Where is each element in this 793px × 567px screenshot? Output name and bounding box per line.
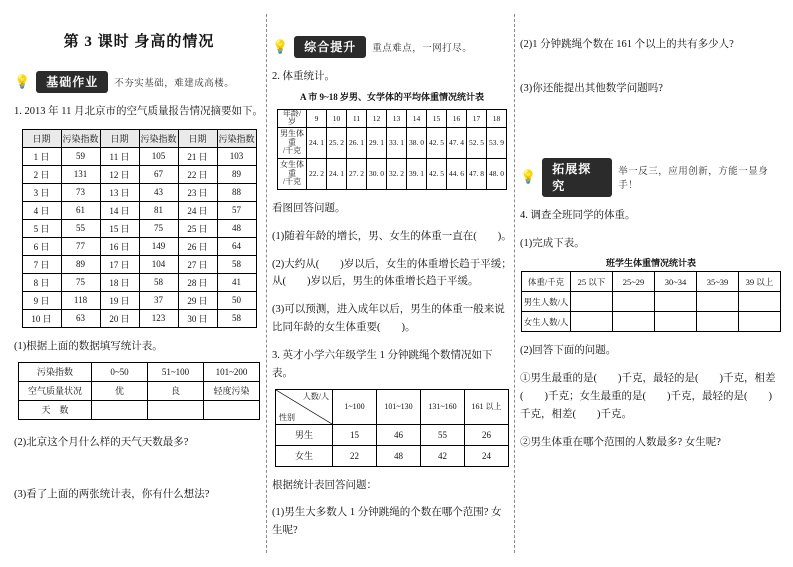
table-cell: 37 xyxy=(139,291,178,309)
table-cell: 11 xyxy=(347,109,367,127)
table-row xyxy=(522,312,781,332)
table-cell: 58 xyxy=(217,309,256,327)
table-cell: 污染指数 xyxy=(19,362,92,381)
column-three xyxy=(520,0,782,567)
table-cell: 0~50 xyxy=(92,362,148,381)
table-cell: 25 日 xyxy=(178,219,217,237)
table-row xyxy=(276,389,509,424)
table-cell: 11 日 xyxy=(100,147,139,165)
table-header-cell: 日期 xyxy=(100,129,139,147)
table-cell: 48. 0 xyxy=(487,158,507,189)
table-cell: 26 xyxy=(465,424,509,445)
table-cell: 13 日 xyxy=(100,183,139,201)
table-cell: 9 日 xyxy=(22,291,61,309)
table-cell: 89 xyxy=(61,255,100,273)
table-cell: 20 日 xyxy=(100,309,139,327)
pollution-index-table xyxy=(22,129,257,328)
table-cell: 24 xyxy=(465,445,509,466)
table-cell: 58 xyxy=(217,255,256,273)
table-cell: 73 xyxy=(61,183,100,201)
table-cell: 59 xyxy=(61,147,100,165)
table-row-label: 女生人数/人 xyxy=(522,312,571,332)
table-cell: 89 xyxy=(217,165,256,183)
question-3-c1: (2)1 分钟跳绳个数在 161 个以上的共有多少人? xyxy=(520,39,734,50)
table-cell: 101~200 xyxy=(204,362,260,381)
table-cell: 15 日 xyxy=(100,219,139,237)
question-3-c2: (3)你还能提出其他数学问题吗? xyxy=(520,82,663,94)
table-header-cell: 25~29 xyxy=(613,272,655,292)
table-cell: 1 日 xyxy=(22,147,61,165)
pollution-index-tbody xyxy=(22,129,256,327)
question-4-2-text: (2)回答下面的问题。 xyxy=(520,345,617,357)
question-3-b1: (1)男生大多数人 1 分钟跳绳的个数在哪个范围? 女生呢? xyxy=(272,507,502,537)
table-row xyxy=(22,255,256,273)
table-row xyxy=(22,291,256,309)
table-header-cell: 161 以上 xyxy=(465,389,509,424)
table-cell: 24 日 xyxy=(178,201,217,219)
table-cell xyxy=(204,400,260,419)
banner-expand xyxy=(520,158,782,197)
table-header-cell: 35~39 xyxy=(697,272,739,292)
table-cell: 123 xyxy=(139,309,178,327)
table-cell: 19 日 xyxy=(100,291,139,309)
table-cell: 42. 5 xyxy=(427,127,447,158)
table-cell: 12 日 xyxy=(100,165,139,183)
table-cell: 10 日 xyxy=(22,309,61,327)
question-2-text: 2. 体重统计。 xyxy=(272,71,335,82)
table-cell: 24. 1 xyxy=(327,158,347,189)
table-cell-empty[interactable] xyxy=(655,312,697,332)
table-cell: 75 xyxy=(61,273,100,291)
table-cell-empty[interactable] xyxy=(655,292,697,312)
question-1-text: 1. 2013 年 11 月北京市的空气质量报告情况摘要如下。 xyxy=(14,106,263,117)
table-row xyxy=(276,424,509,445)
table-cell: 131 xyxy=(61,165,100,183)
table-cell: 28 日 xyxy=(178,273,217,291)
table-header-cell: 131~160 xyxy=(421,389,465,424)
table-cell: 9 xyxy=(307,109,327,127)
table-cell: 22 xyxy=(333,445,377,466)
table-cell: 30. 0 xyxy=(367,158,387,189)
table-header-cell: 30~34 xyxy=(655,272,697,292)
table-header-cell: 年龄/ 岁 xyxy=(278,109,307,127)
table-cell: 57 xyxy=(217,201,256,219)
table-cell: 32. 2 xyxy=(387,158,407,189)
table-cell: 47. 8 xyxy=(467,158,487,189)
table-cell: 55 xyxy=(61,219,100,237)
table-row xyxy=(278,109,507,127)
lightbulb-icon: 💡 xyxy=(520,169,537,185)
question-3-text: 3. 英才小学六年级学生 1 分钟跳绳个数情况如下表。 xyxy=(272,349,493,379)
table-header-cell: 日期 xyxy=(22,129,61,147)
banner-basic-subtitle: 不夯实基础，难建成高楼。 xyxy=(114,79,235,89)
corner-label-top: 人数/人 xyxy=(302,391,329,401)
column-divider-2 xyxy=(514,14,515,553)
table-header-cell: 男生体 重 /千克 xyxy=(278,127,307,158)
table-row xyxy=(19,381,260,400)
table-cell: 44. 6 xyxy=(447,158,467,189)
class-weight-table-caption: 班学生体重情况统计表 xyxy=(605,258,696,269)
table-cell: 64 xyxy=(217,237,256,255)
table-row xyxy=(22,309,256,327)
table-header-cell: 污染指数 xyxy=(139,129,178,147)
table-cell: 5 日 xyxy=(22,219,61,237)
table-cell: 15 xyxy=(333,424,377,445)
question-1-2-text: (2)北京这个月什么样的天气天数最多? xyxy=(14,436,189,448)
table-cell: 7 日 xyxy=(22,255,61,273)
table-cell: 88 xyxy=(217,183,256,201)
table-cell: 63 xyxy=(61,309,100,327)
table-cell: 10 xyxy=(327,109,347,127)
banner-expand-tag: 拓展探究 xyxy=(542,158,612,197)
table-cell: 105 xyxy=(139,147,178,165)
table-cell: 42 xyxy=(421,445,465,466)
table-cell: 优 xyxy=(92,381,148,400)
lightbulb-icon: 💡 xyxy=(272,39,289,54)
table-cell: 75 xyxy=(139,219,178,237)
table-cell-empty[interactable] xyxy=(739,312,781,332)
weight-table-caption: A 市 9~18 岁男、女学体的平均体重情况统计表 xyxy=(300,91,484,102)
table-row-label: 女生 xyxy=(276,445,333,466)
table-cell: 50 xyxy=(217,291,256,309)
table-cell: 6 日 xyxy=(22,237,61,255)
table-cell: 17 日 xyxy=(100,255,139,273)
table-cell-empty[interactable] xyxy=(613,292,655,312)
table-cell: 48 xyxy=(377,445,421,466)
table-cell: 42. 5 xyxy=(427,158,447,189)
table-cell xyxy=(92,400,148,419)
table-cell: 23 日 xyxy=(178,183,217,201)
table-cell: 27. 2 xyxy=(347,158,367,189)
table-cell: 29 日 xyxy=(178,291,217,309)
table-cell: 24. 1 xyxy=(307,127,327,158)
table-cell: 52. 5 xyxy=(467,127,487,158)
class-weight-tbody xyxy=(522,272,781,332)
table-cell: 25. 2 xyxy=(327,127,347,158)
table-cell: 13 xyxy=(387,109,407,127)
table-cell: 29. 1 xyxy=(367,127,387,158)
table-cell: 39. 1 xyxy=(407,158,427,189)
table-cell: 空气质量状况 xyxy=(19,381,92,400)
table-cell: 30 日 xyxy=(178,309,217,327)
air-quality-summary-table xyxy=(18,362,260,420)
table-cell: 27 日 xyxy=(178,255,217,273)
question-2-a2: (2)大约从( )岁以后，女生的体重增长趋于平缓；从( )岁以后，男生的体重增长趋于平缓。 xyxy=(272,258,512,288)
table-cell: 38. 0 xyxy=(407,127,427,158)
table-cell: 46 xyxy=(377,424,421,445)
table-row xyxy=(22,165,256,183)
banner-basic-tag: 基础作业 xyxy=(36,71,108,93)
table-row xyxy=(522,272,781,292)
table-row xyxy=(19,362,260,381)
table-cell: 104 xyxy=(139,255,178,273)
table-cell: 22 日 xyxy=(178,165,217,183)
table-cell-empty[interactable] xyxy=(697,312,739,332)
table-cell: 33. 1 xyxy=(387,127,407,158)
table-cell: 51~100 xyxy=(148,362,204,381)
table-row xyxy=(22,219,256,237)
column-divider-1 xyxy=(266,14,267,553)
table-cell: 22. 2 xyxy=(307,158,327,189)
question-2-a3: (3)可以预测，进入成年以后，男生的体重一般来说比同年龄的女生体重要( )。 xyxy=(272,304,505,334)
table-header-cell: 日期 xyxy=(178,129,217,147)
banner-comprehensive-subtitle: 重点难点，一网打尽。 xyxy=(372,44,473,54)
table-cell: 26. 1 xyxy=(347,127,367,158)
banner-comprehensive-tag: 综合提升 xyxy=(294,36,366,58)
table-cell: 天 数 xyxy=(19,400,92,419)
corner-label-bottom: 性别 xyxy=(279,412,295,422)
column-one xyxy=(14,0,264,567)
table-cell-empty[interactable] xyxy=(739,292,781,312)
table-cell: 15 xyxy=(427,109,447,127)
table-cell: 18 xyxy=(487,109,507,127)
banner-basic xyxy=(14,71,264,93)
table-row xyxy=(22,129,256,147)
table-cell: 77 xyxy=(61,237,100,255)
table-header-cell: 25 以下 xyxy=(571,272,613,292)
banner-expand-subtitle: 举一反三，应用创新，方能一显身手！ xyxy=(618,167,769,192)
table-row xyxy=(22,201,256,219)
table-cell-empty[interactable] xyxy=(571,312,613,332)
banner-comprehensive xyxy=(272,36,512,58)
class-weight-table xyxy=(521,271,781,332)
table-header-cell: 1~100 xyxy=(333,389,377,424)
diagonal-header xyxy=(276,390,332,424)
table-cell: 14 日 xyxy=(100,201,139,219)
table-cell-empty[interactable] xyxy=(697,292,739,312)
table-cell: 良 xyxy=(148,381,204,400)
table-cell: 61 xyxy=(61,201,100,219)
table-cell: 55 xyxy=(421,424,465,445)
table-cell-empty[interactable] xyxy=(571,292,613,312)
lightbulb-icon: 💡 xyxy=(14,74,31,89)
table-cell: 轻度污染 xyxy=(204,381,260,400)
table-corner-cell xyxy=(276,389,333,424)
table-cell: 53. 9 xyxy=(487,127,507,158)
table-cell: 67 xyxy=(139,165,178,183)
table-cell: 81 xyxy=(139,201,178,219)
rope-skipping-tbody xyxy=(276,389,509,466)
table-cell: 17 xyxy=(467,109,487,127)
table-header-cell: 体重/千克 xyxy=(522,272,571,292)
table-row-label: 男生人数/人 xyxy=(522,292,571,312)
table-cell: 43 xyxy=(139,183,178,201)
table-header-cell: 101~130 xyxy=(377,389,421,424)
table-header-cell: 女生体 重 /千克 xyxy=(278,158,307,189)
table-header-cell: 污染指数 xyxy=(61,129,100,147)
question-4-1-text: (1)完成下表。 xyxy=(520,237,585,249)
table-cell: 3 日 xyxy=(22,183,61,201)
column-two xyxy=(272,0,512,567)
question-4-text: 4. 调查全班同学的体重。 xyxy=(520,209,636,221)
table-row xyxy=(278,127,507,158)
table-cell: 8 日 xyxy=(22,273,61,291)
table-row xyxy=(22,237,256,255)
table-row-label: 男生 xyxy=(276,424,333,445)
table-cell: 16 xyxy=(447,109,467,127)
table-cell: 21 日 xyxy=(178,147,217,165)
air-quality-tbody xyxy=(19,362,260,419)
table-row xyxy=(276,445,509,466)
question-3-lead: 根据统计表回答问题： xyxy=(272,479,377,491)
question-1-3-text: (3)看了上面的两张统计表，你有什么想法? xyxy=(14,488,210,500)
table-header-cell: 39 以上 xyxy=(739,272,781,292)
table-cell: 12 xyxy=(367,109,387,127)
table-cell: 26 日 xyxy=(178,237,217,255)
table-cell: 58 xyxy=(139,273,178,291)
table-row xyxy=(522,292,781,312)
table-row xyxy=(19,400,260,419)
table-cell: 41 xyxy=(217,273,256,291)
table-row xyxy=(22,183,256,201)
table-cell: 118 xyxy=(61,291,100,309)
table-cell: 103 xyxy=(217,147,256,165)
table-cell: 14 xyxy=(407,109,427,127)
page-title: 第 3 课时 身高的情况 xyxy=(63,34,215,50)
average-weight-tbody xyxy=(278,109,507,189)
question-4-d1: ①男生最重的是( )千克，最轻的是( )千克，相差( )千克；女生最重的是( )千克，最轻的是( )千克，相差( )千克。 xyxy=(520,373,776,420)
table-cell: 149 xyxy=(139,237,178,255)
table-cell-empty[interactable] xyxy=(613,312,655,332)
table-row xyxy=(22,273,256,291)
question-1-1-text: (1)根据上面的数据填写统计表。 xyxy=(14,340,163,352)
table-cell: 16 日 xyxy=(100,237,139,255)
table-cell: 4 日 xyxy=(22,201,61,219)
question-2-a1: (1)随着年龄的增长，男、女生的体重一直在( )。 xyxy=(272,230,512,242)
table-cell xyxy=(148,400,204,419)
table-row xyxy=(278,158,507,189)
table-cell: 48 xyxy=(217,219,256,237)
question-2-lead: 看图回答问题。 xyxy=(272,202,346,214)
table-header-cell: 污染指数 xyxy=(217,129,256,147)
rope-skipping-table xyxy=(275,389,509,467)
average-weight-table xyxy=(277,109,507,190)
table-row xyxy=(22,147,256,165)
table-cell: 47. 4 xyxy=(447,127,467,158)
table-cell: 18 日 xyxy=(100,273,139,291)
question-4-d2: ②男生体重在哪个范围的人数最多? 女生呢? xyxy=(520,436,721,448)
table-cell: 2 日 xyxy=(22,165,61,183)
